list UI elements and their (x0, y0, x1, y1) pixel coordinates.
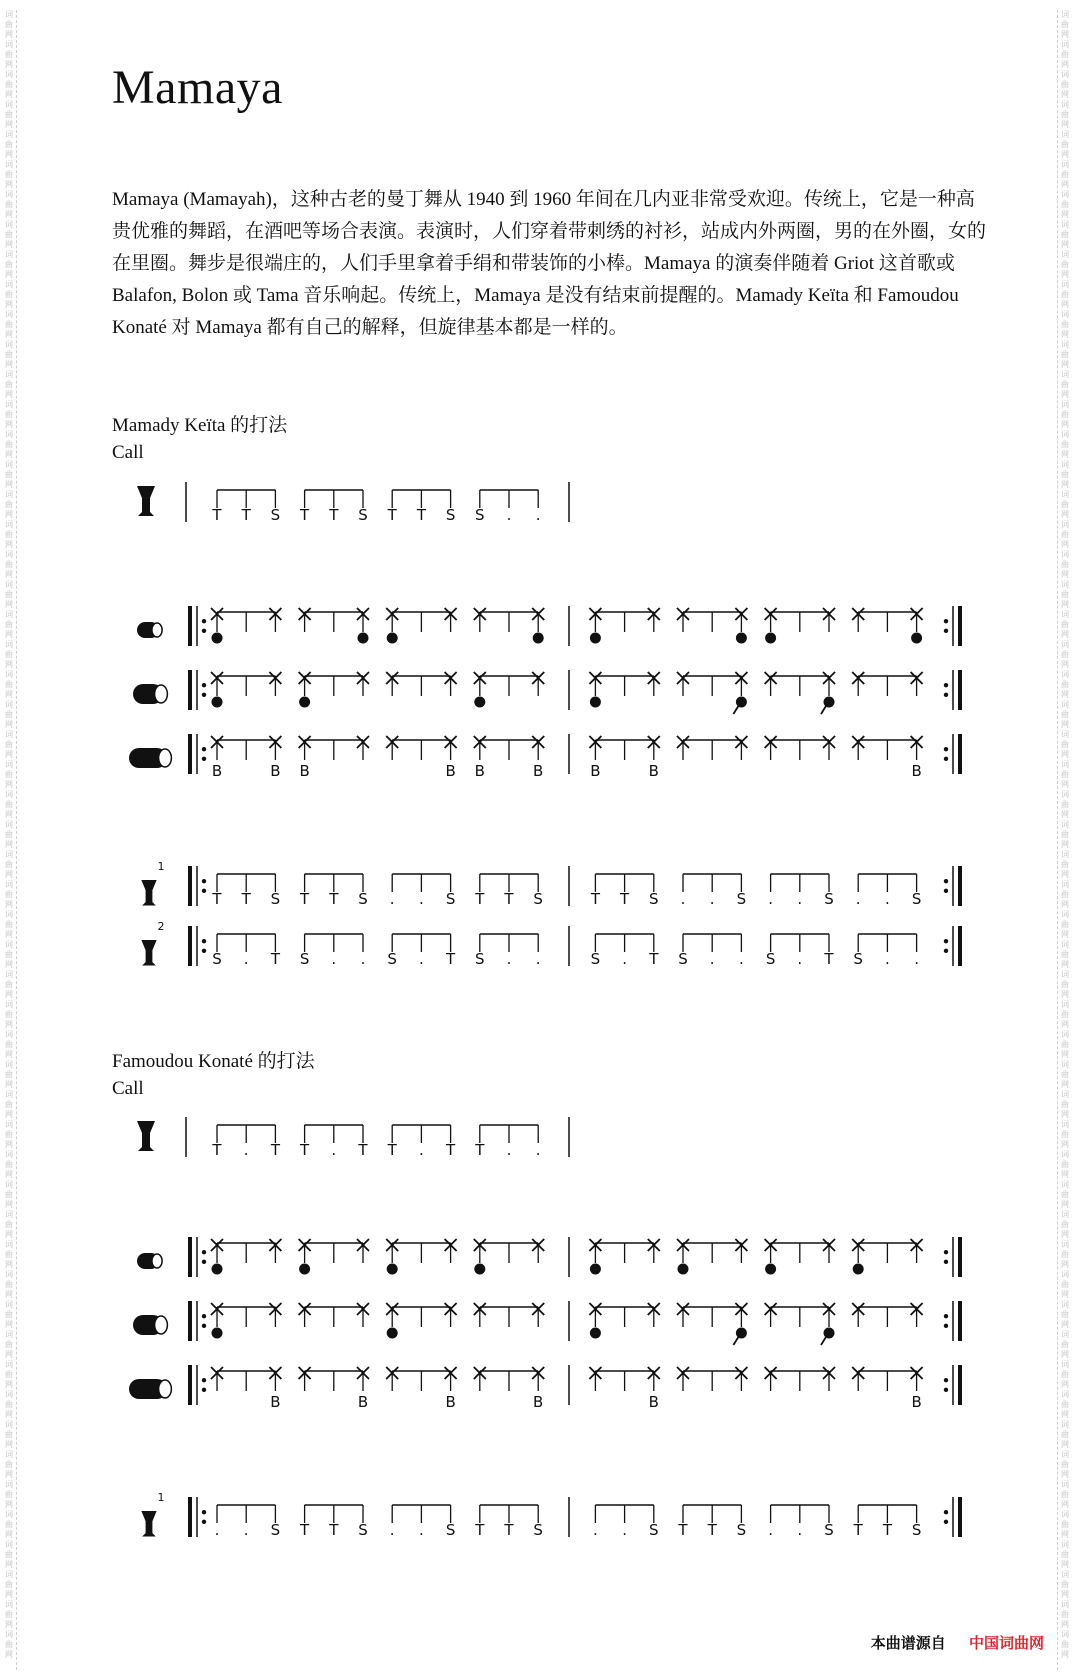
page-title: Mamaya (112, 61, 283, 114)
djembe-note: S (824, 1521, 834, 1539)
djembe-note: S (736, 890, 747, 908)
repeat-dot (202, 1520, 206, 1524)
djembe-note: . (214, 1521, 220, 1539)
call-note: S (445, 506, 456, 524)
repeat-dot (944, 1314, 948, 1318)
dundunba-stroke: B (474, 762, 485, 780)
call-note: . (535, 1141, 541, 1159)
djembe-note: . (797, 890, 803, 908)
djembe-note: T (882, 1521, 892, 1539)
open-stroke-dot (212, 633, 223, 644)
repeat-dot (202, 619, 206, 623)
dundunba-stroke: B (211, 762, 223, 780)
open-stroke-dot (678, 1264, 689, 1275)
score-mamady-keita (0, 470, 1074, 1030)
repeat-dot (944, 1250, 948, 1254)
djembe-note: T (824, 950, 834, 968)
djembe-note: S (736, 1521, 747, 1539)
call-note: T (300, 1141, 310, 1159)
djembe-note: T (212, 890, 222, 908)
repeat-dot (944, 757, 948, 761)
open-stroke-dot (387, 1264, 398, 1275)
djembe-note: S (299, 950, 310, 968)
open-stroke-dot (387, 1328, 398, 1339)
call-note: T (475, 1141, 485, 1159)
djembe-note: T (270, 950, 280, 968)
djembe-part-number: 2 (157, 920, 165, 933)
djembe-note: . (419, 950, 424, 968)
djembe-note: . (419, 1521, 424, 1539)
repeat-dot (944, 1388, 948, 1392)
section-title-famoudou: Famoudou Konaté 的打法 (112, 1051, 315, 1072)
repeat-dot (202, 1314, 206, 1318)
open-stroke-dot (911, 633, 922, 644)
djembe-icon (141, 1511, 156, 1537)
djembe-note: . (739, 950, 744, 968)
intro-paragraph: Mamaya (Mamayah)，这种古老的曼丁舞从 1940 到 1960 年间在几内亚非常受欢迎。传统上，它是一种高贵优雅的舞蹈，在酒吧等场合表演。表演时，人们穿着带刺绣的衬衫，站成内外两圈，男的在外圈，女的在里圈。舞步是很端庄的，人们手里拿着手绢和带装饰的小棒。Mamaya 的演奏伴随着 Griot 这首歌或 Balafon, Bolon 或 Tama 音乐响起。传统上，Mamaya 是没有结束前提醒的。Mamady Keïta 和 Famoudou Konaté 对 Mamaya 都有自己的解释，但旋律基本都是一样的。 (112, 189, 987, 338)
djembe-note: S (853, 950, 863, 968)
dundun-head (159, 749, 172, 767)
djembe-note: S (649, 890, 659, 908)
djembe-part-number: 1 (157, 1491, 165, 1504)
djembe-note: S (911, 890, 922, 908)
dundun-head (152, 1254, 162, 1268)
djembe-note: T (446, 950, 456, 968)
djembe-icon (137, 486, 155, 516)
dundunba-stroke: B (445, 1393, 456, 1411)
repeat-dot (202, 1324, 206, 1328)
djembe-note: T (620, 890, 630, 908)
call-note: S (358, 506, 368, 524)
djembe-note: . (622, 950, 627, 968)
djembe-icon (137, 1121, 155, 1151)
djembe-part-number: 1 (157, 860, 165, 873)
djembe-note: . (680, 890, 686, 908)
djembe-note: T (475, 890, 485, 908)
djembe-note: . (797, 950, 803, 968)
dundunba-stroke: B (533, 762, 544, 780)
footer-source-label: 本曲谱源自 (870, 1634, 946, 1652)
open-stroke-dot (533, 633, 544, 644)
djembe-note: S (270, 890, 281, 908)
repeat-dot (202, 747, 206, 751)
dundunba-stroke: B (533, 1393, 544, 1411)
repeat-dot (944, 949, 948, 953)
call-note: T (446, 1141, 456, 1159)
call-note: T (212, 506, 222, 524)
open-stroke-dot (299, 697, 310, 708)
call-note: T (241, 506, 251, 524)
repeat-dot (202, 1510, 206, 1514)
djembe-note: . (360, 950, 366, 968)
open-stroke-dot (212, 1264, 223, 1275)
dundunba-stroke: B (590, 762, 601, 780)
djembe-note: T (649, 950, 659, 968)
repeat-dot (202, 757, 206, 761)
dundunba-stroke: B (270, 762, 281, 780)
score-famoudou-konate (0, 1105, 1074, 1575)
call-note: . (331, 1141, 337, 1159)
footer-site-link[interactable]: 中国词曲网 (968, 1634, 1044, 1652)
call-note: . (243, 1141, 249, 1159)
repeat-dot (944, 693, 948, 697)
djembe-note: S (649, 1521, 659, 1539)
repeat-dot (944, 939, 948, 943)
djembe-note: S (533, 1521, 543, 1539)
repeat-dot (944, 1260, 948, 1264)
repeat-dot (202, 683, 206, 687)
djembe-note: T (329, 890, 339, 908)
djembe-note: . (419, 890, 424, 908)
call-label: Call (112, 1078, 144, 1099)
djembe-note: . (768, 1521, 773, 1539)
djembe-note: . (622, 1521, 627, 1539)
dundun-head (159, 1380, 172, 1398)
djembe-note: . (709, 950, 715, 968)
open-stroke-dot (590, 1328, 601, 1339)
repeat-dot (944, 619, 948, 623)
djembe-note: . (243, 1521, 249, 1539)
dundunba-stroke: B (299, 762, 310, 780)
djembe-note: . (389, 890, 395, 908)
djembe-note: S (387, 950, 397, 968)
djembe-note: T (241, 890, 251, 908)
djembe-icon (141, 940, 156, 966)
open-stroke-dot (853, 1264, 864, 1275)
djembe-note: . (709, 890, 715, 908)
open-stroke-dot (590, 1264, 601, 1275)
dundunba-stroke: B (357, 1393, 369, 1411)
djembe-note: T (475, 1521, 485, 1539)
call-note: . (506, 506, 512, 524)
repeat-dot (944, 683, 948, 687)
repeat-dot (202, 1378, 206, 1382)
dundunba-stroke: B (648, 762, 659, 780)
repeat-dot (944, 889, 948, 893)
djembe-note: S (445, 890, 456, 908)
djembe-note: S (358, 1521, 368, 1539)
djembe-note: S (765, 950, 776, 968)
open-stroke-dot (299, 1264, 310, 1275)
djembe-note: . (768, 890, 773, 908)
call-note: T (387, 1141, 397, 1159)
djembe-note: S (590, 950, 601, 968)
djembe-note: S (358, 890, 368, 908)
open-stroke-dot (590, 697, 601, 708)
open-stroke-dot (736, 633, 747, 644)
djembe-note: T (300, 890, 310, 908)
repeat-dot (202, 1260, 206, 1264)
repeat-dot (944, 879, 948, 883)
repeat-dot (202, 889, 206, 893)
dundunba-stroke: B (445, 762, 456, 780)
call-note: T (387, 506, 397, 524)
djembe-note: S (824, 890, 834, 908)
call-note: S (475, 506, 485, 524)
repeat-dot (202, 1388, 206, 1392)
djembe-note: . (506, 950, 512, 968)
call-note: S (270, 506, 281, 524)
open-stroke-dot (765, 633, 776, 644)
call-note: . (535, 506, 541, 524)
djembe-note: . (914, 950, 919, 968)
djembe-note: S (911, 1521, 922, 1539)
djembe-note: T (504, 890, 514, 908)
djembe-note: . (855, 890, 861, 908)
repeat-dot (202, 949, 206, 953)
dundun-head (155, 685, 168, 703)
dundunba-stroke: B (911, 1393, 922, 1411)
djembe-note: S (445, 1521, 456, 1539)
call-note: T (329, 506, 339, 524)
djembe-note: . (593, 1521, 598, 1539)
call-note: T (212, 1141, 222, 1159)
djembe-note: S (678, 950, 688, 968)
footer (871, 1632, 1044, 1653)
repeat-dot (944, 1510, 948, 1514)
open-stroke-dot (474, 1264, 485, 1275)
section-title-mamady: Mamady Keïta 的打法 (112, 415, 288, 436)
open-stroke-dot (212, 697, 223, 708)
repeat-dot (944, 1378, 948, 1382)
repeat-dot (944, 1520, 948, 1524)
call-label: Call (112, 442, 144, 463)
repeat-dot (202, 939, 206, 943)
djembe-note: . (885, 950, 890, 968)
djembe-note: . (797, 1521, 803, 1539)
watermark-text: 词曲网词曲网词曲网词曲网词曲网词曲网词曲网词曲网词曲网词曲网词曲网词曲网词曲网词曲网词曲网词曲网词曲网词曲网词曲网词曲网词曲网词曲网词曲网词曲网词曲网词曲网词曲网词曲网词曲网词曲网词曲网词曲网词曲网词曲网词曲网词曲网词曲网词曲网词曲网词曲网词曲网词曲网词曲网词曲网词曲网词曲网词曲网词曲网词曲网词曲网词曲网词曲网词曲网词曲网词曲网 (1061, 10, 1069, 1659)
call-note: . (419, 1141, 424, 1159)
dundun-head (155, 1316, 168, 1334)
open-stroke-dot (387, 633, 398, 644)
djembe-note: . (535, 950, 541, 968)
djembe-note: . (389, 1521, 395, 1539)
dundun-head (152, 623, 162, 637)
open-stroke-dot (590, 633, 601, 644)
repeat-dot (944, 1324, 948, 1328)
repeat-dot (202, 879, 206, 883)
djembe-note: S (270, 1521, 281, 1539)
djembe-note: T (504, 1521, 514, 1539)
djembe-note: . (331, 950, 337, 968)
repeat-dot (202, 629, 206, 633)
djembe-note: T (329, 1521, 339, 1539)
djembe-note: T (678, 1521, 688, 1539)
open-stroke-dot (212, 1328, 223, 1339)
call-note: T (300, 506, 310, 524)
dundunba-stroke: B (911, 762, 922, 780)
repeat-dot (202, 693, 206, 697)
djembe-note: . (885, 890, 890, 908)
open-stroke-dot (474, 697, 485, 708)
call-note: T (416, 506, 426, 524)
djembe-note: S (475, 950, 485, 968)
call-note: . (506, 1141, 512, 1159)
call-note: T (270, 1141, 280, 1159)
djembe-note: T (590, 890, 600, 908)
repeat-dot (202, 1250, 206, 1254)
repeat-dot (944, 747, 948, 751)
djembe-note: S (533, 890, 543, 908)
open-stroke-dot (765, 1264, 776, 1275)
djembe-note: T (707, 1521, 717, 1539)
djembe-note: . (243, 950, 249, 968)
dundunba-stroke: B (270, 1393, 281, 1411)
djembe-icon (141, 880, 156, 906)
dundunba-stroke: B (648, 1393, 659, 1411)
call-note: T (358, 1141, 368, 1159)
djembe-note: T (853, 1521, 863, 1539)
open-stroke-dot (358, 633, 369, 644)
djembe-note: S (212, 950, 222, 968)
djembe-note: T (300, 1521, 310, 1539)
repeat-dot (944, 629, 948, 633)
watermark-text: 词曲网词曲网词曲网词曲网词曲网词曲网词曲网词曲网词曲网词曲网词曲网词曲网词曲网词曲网词曲网词曲网词曲网词曲网词曲网词曲网词曲网词曲网词曲网词曲网词曲网词曲网词曲网词曲网词曲网词曲网词曲网词曲网词曲网词曲网词曲网词曲网词曲网词曲网词曲网词曲网词曲网词曲网词曲网词曲网词曲网词曲网词曲网词曲网词曲网词曲网词曲网词曲网词曲网词曲网词曲网 (5, 10, 13, 1659)
